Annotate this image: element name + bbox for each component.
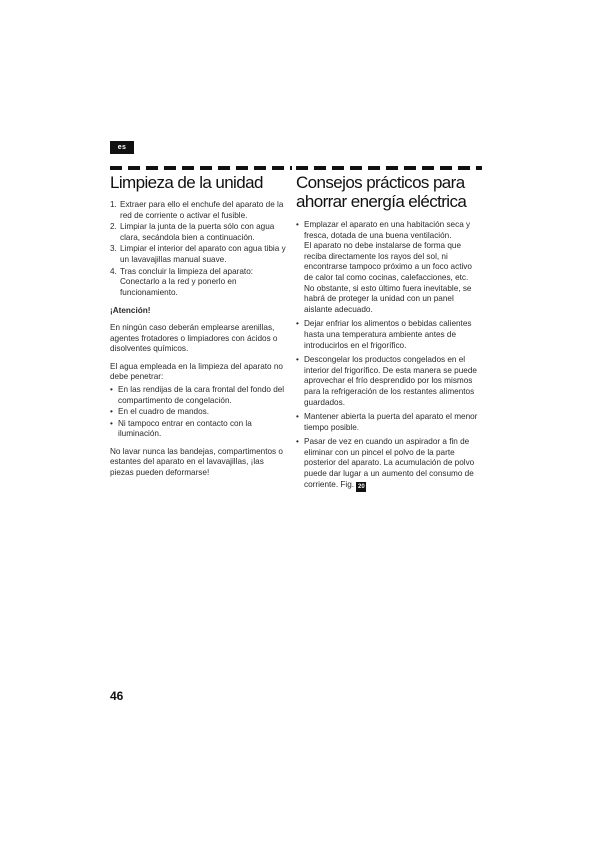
water-bullet-list	[110, 385, 288, 440]
list-item: • En el cuadro de mandos.	[110, 407, 288, 418]
tips-section	[296, 173, 482, 496]
list-item: • Emplazar el aparato en una habitación seca y fresca, dotada de una buena ventilación. El aparato no debe instalarse de forma que reciba directamente los rayos del sol, ni encontrarse tampoco próximo a un foco activo de calor tal como cocinas, calefacciones, etc. No obstante, si esto último fuera inevitable, se habrá de proteger la unidad con un panel aislante adecuado.	[296, 220, 482, 315]
warning-paragraph: En ningún caso deberán emplearse arenillas, agentes frotadores o limpiadores con ácidos o disolventes químicos.	[110, 322, 278, 354]
cleaning-steps	[110, 200, 288, 298]
tips-title: Consejos prácticos para ahorrar energía eléctrica	[296, 173, 467, 211]
list-item: • Ni tampoco entrar en contacto con la iluminación.	[110, 419, 288, 440]
list-item: • Mantener abierta la puerta del aparato el menor tiempo posible.	[296, 412, 482, 433]
attention-heading: ¡Atención!	[110, 306, 151, 316]
section-divider-left	[110, 166, 292, 170]
list-item: • Descongelar los productos congelados en el interior del frigorífico. De esta manera se puede aprovechar el frío desprendido por los mismos para la refrigeración de los restantes alimentos guardados.	[296, 355, 482, 408]
section-divider-right	[296, 166, 482, 170]
cleaning-step: 4. Tras concluir la limpieza del aparato: Conectarlo a la red y ponerlo en funcionamiento.	[110, 266, 254, 297]
cleaning-step: 3. Limpiar el interior del aparato con agua tibia y un lavavajillas manual suave.	[110, 244, 286, 264]
page-number: 46	[110, 689, 124, 703]
language-badge: es	[110, 141, 134, 154]
cleaning-step: 1. Extraer para ello el enchufe del aparato de la red de corriente o activar el fusible.	[110, 200, 284, 220]
water-intro: El agua empleada en la limpieza del aparato no debe penetrar:	[110, 361, 283, 382]
list-item: • Pasar de vez en cuando un aspirador a fin de eliminar con un pincel el polvo de la parte posterior del aparato. La acumulación de polvo puede dar lugar a un aumento del consumo de corriente. Fig. 20	[296, 437, 482, 491]
list-item: • Dejar enfriar los alimentos o bebidas calientes hasta una temperatura ambiente antes de introducirlos en el frigorífico.	[296, 319, 482, 351]
cleaning-title: Limpieza de la unidad	[110, 173, 263, 192]
cleaning-section	[110, 173, 288, 486]
list-item: • En las rendijas de la cara frontal del fondo del compartimento de congelación.	[110, 385, 288, 406]
figure-reference-icon: 20	[358, 483, 365, 490]
tips-list	[296, 220, 482, 492]
cleaning-step: 2. Limpiar la junta de la puerta sólo con agua clara, secándola bien a continuación.	[110, 222, 275, 242]
dishwasher-note: No lavar nunca las bandejas, compartimentos o estantes del aparato en el lavavajillas, ¡las piezas pueden deformarse!	[110, 446, 283, 478]
